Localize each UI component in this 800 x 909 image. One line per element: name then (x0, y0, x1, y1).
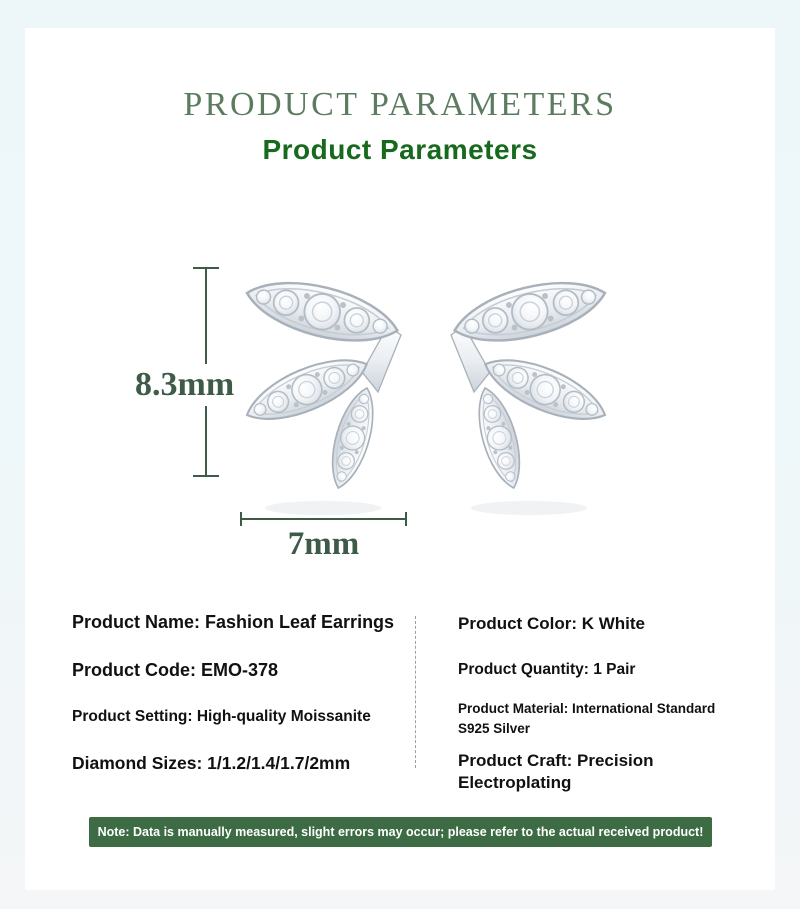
page-subtitle: Product Parameters (262, 134, 538, 165)
product-card (25, 28, 775, 890)
spec-product-setting: Product Setting: High-quality Moissanite (72, 708, 371, 725)
earring-left-reflection (265, 501, 381, 515)
spec-product-material: Product Material: International Standard S925 Silver (458, 701, 716, 736)
spec-product-quantity: Product Quantity: 1 Pair (458, 661, 636, 678)
height-dimension-cap-top (193, 267, 219, 269)
column-divider (415, 616, 416, 768)
height-dimension-cap-bottom (193, 475, 219, 477)
spec-product-name: Product Name: Fashion Leaf Earrings (72, 612, 395, 632)
note-banner: Note: Data is manually measured, slight errors may occur; please refer to the actual received product! (89, 817, 712, 847)
width-dimension-line (240, 518, 407, 520)
earring-left (239, 269, 403, 492)
height-dimension-label: 8.3mm (133, 364, 236, 406)
earrings-image (220, 255, 640, 525)
spec-diamond-sizes: Diamond Sizes: 1/1.2/1.4/1.7/2mm (72, 753, 351, 773)
spec-product-code: Product Code: EMO-378 (72, 660, 279, 680)
earring-right-reflection (471, 501, 587, 515)
spec-product-craft: Product Craft: Precision Electroplating (458, 751, 654, 793)
spec-product-color: Product Color: K White (458, 614, 645, 633)
width-dimension-label: 7mm (240, 528, 407, 561)
width-dimension-cap-left (240, 512, 242, 526)
page-title: PRODUCT PARAMETERS (183, 86, 617, 123)
width-dimension-cap-right (405, 512, 407, 526)
earring-right (449, 269, 613, 492)
